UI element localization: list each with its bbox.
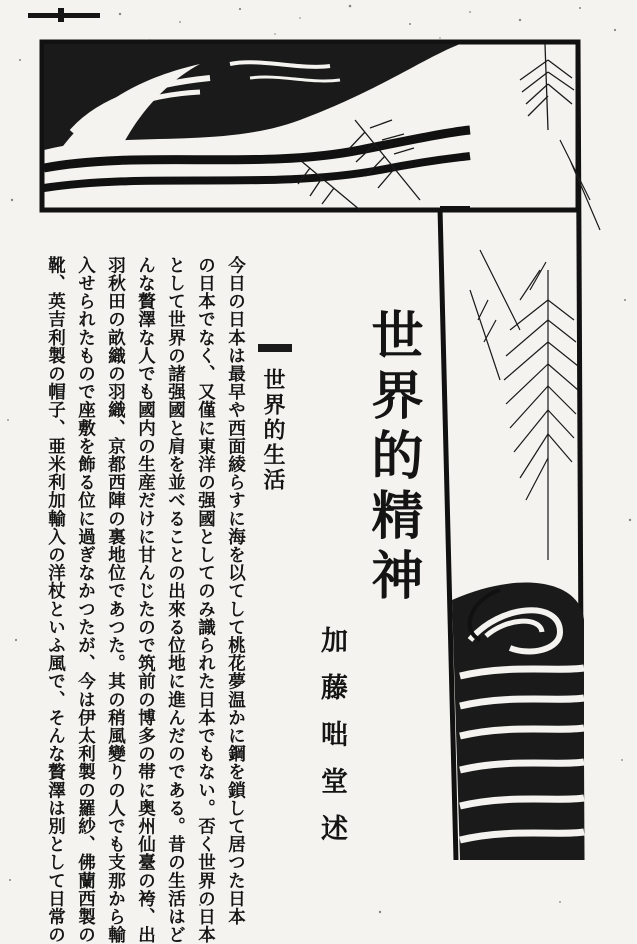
- wave-pattern-bottom: [452, 583, 584, 860]
- body-column-6: 入せられたもので座敷を飾る位に過ぎなかつたが、今は伊太利製の羅紗、佛蘭西製の: [75, 256, 96, 944]
- body-column-3: として世界の諸强國と肩を並べることの出來る位地に進んだのである。昔の生活はど: [165, 256, 186, 944]
- body-column-4: んな贅澤な人でも國内の生産だけに甘んじたので筑前の博多の帯に奥州仙臺の袴、出: [135, 256, 156, 944]
- article-author: 加藤咄堂述: [316, 626, 347, 861]
- wave-pattern-top: [42, 42, 578, 210]
- article-title: 世界的精神: [362, 308, 423, 608]
- body-column-2: の日本でなく、又僅に東洋の强國としてのみ識られた日本でもない。否く世界の日本: [195, 256, 216, 944]
- section-title: 世界的生活: [260, 368, 286, 493]
- section-number-bar: [258, 344, 292, 352]
- body-column-1: 今日の日本は最早や西面綾らすに海を以てして桃花夢温かに鋼を鎖して居つた日本: [225, 256, 246, 926]
- body-column-7: 靴、英吉利製の帽子、亜米利加輸入の洋杖といふ風で、そんな贅澤は別として日常の: [45, 256, 66, 944]
- body-column-5: 羽秋田の畝織の羽織、京都西陣の裏地位であつた。其の稍風變りの人でも支那から輸: [105, 256, 126, 944]
